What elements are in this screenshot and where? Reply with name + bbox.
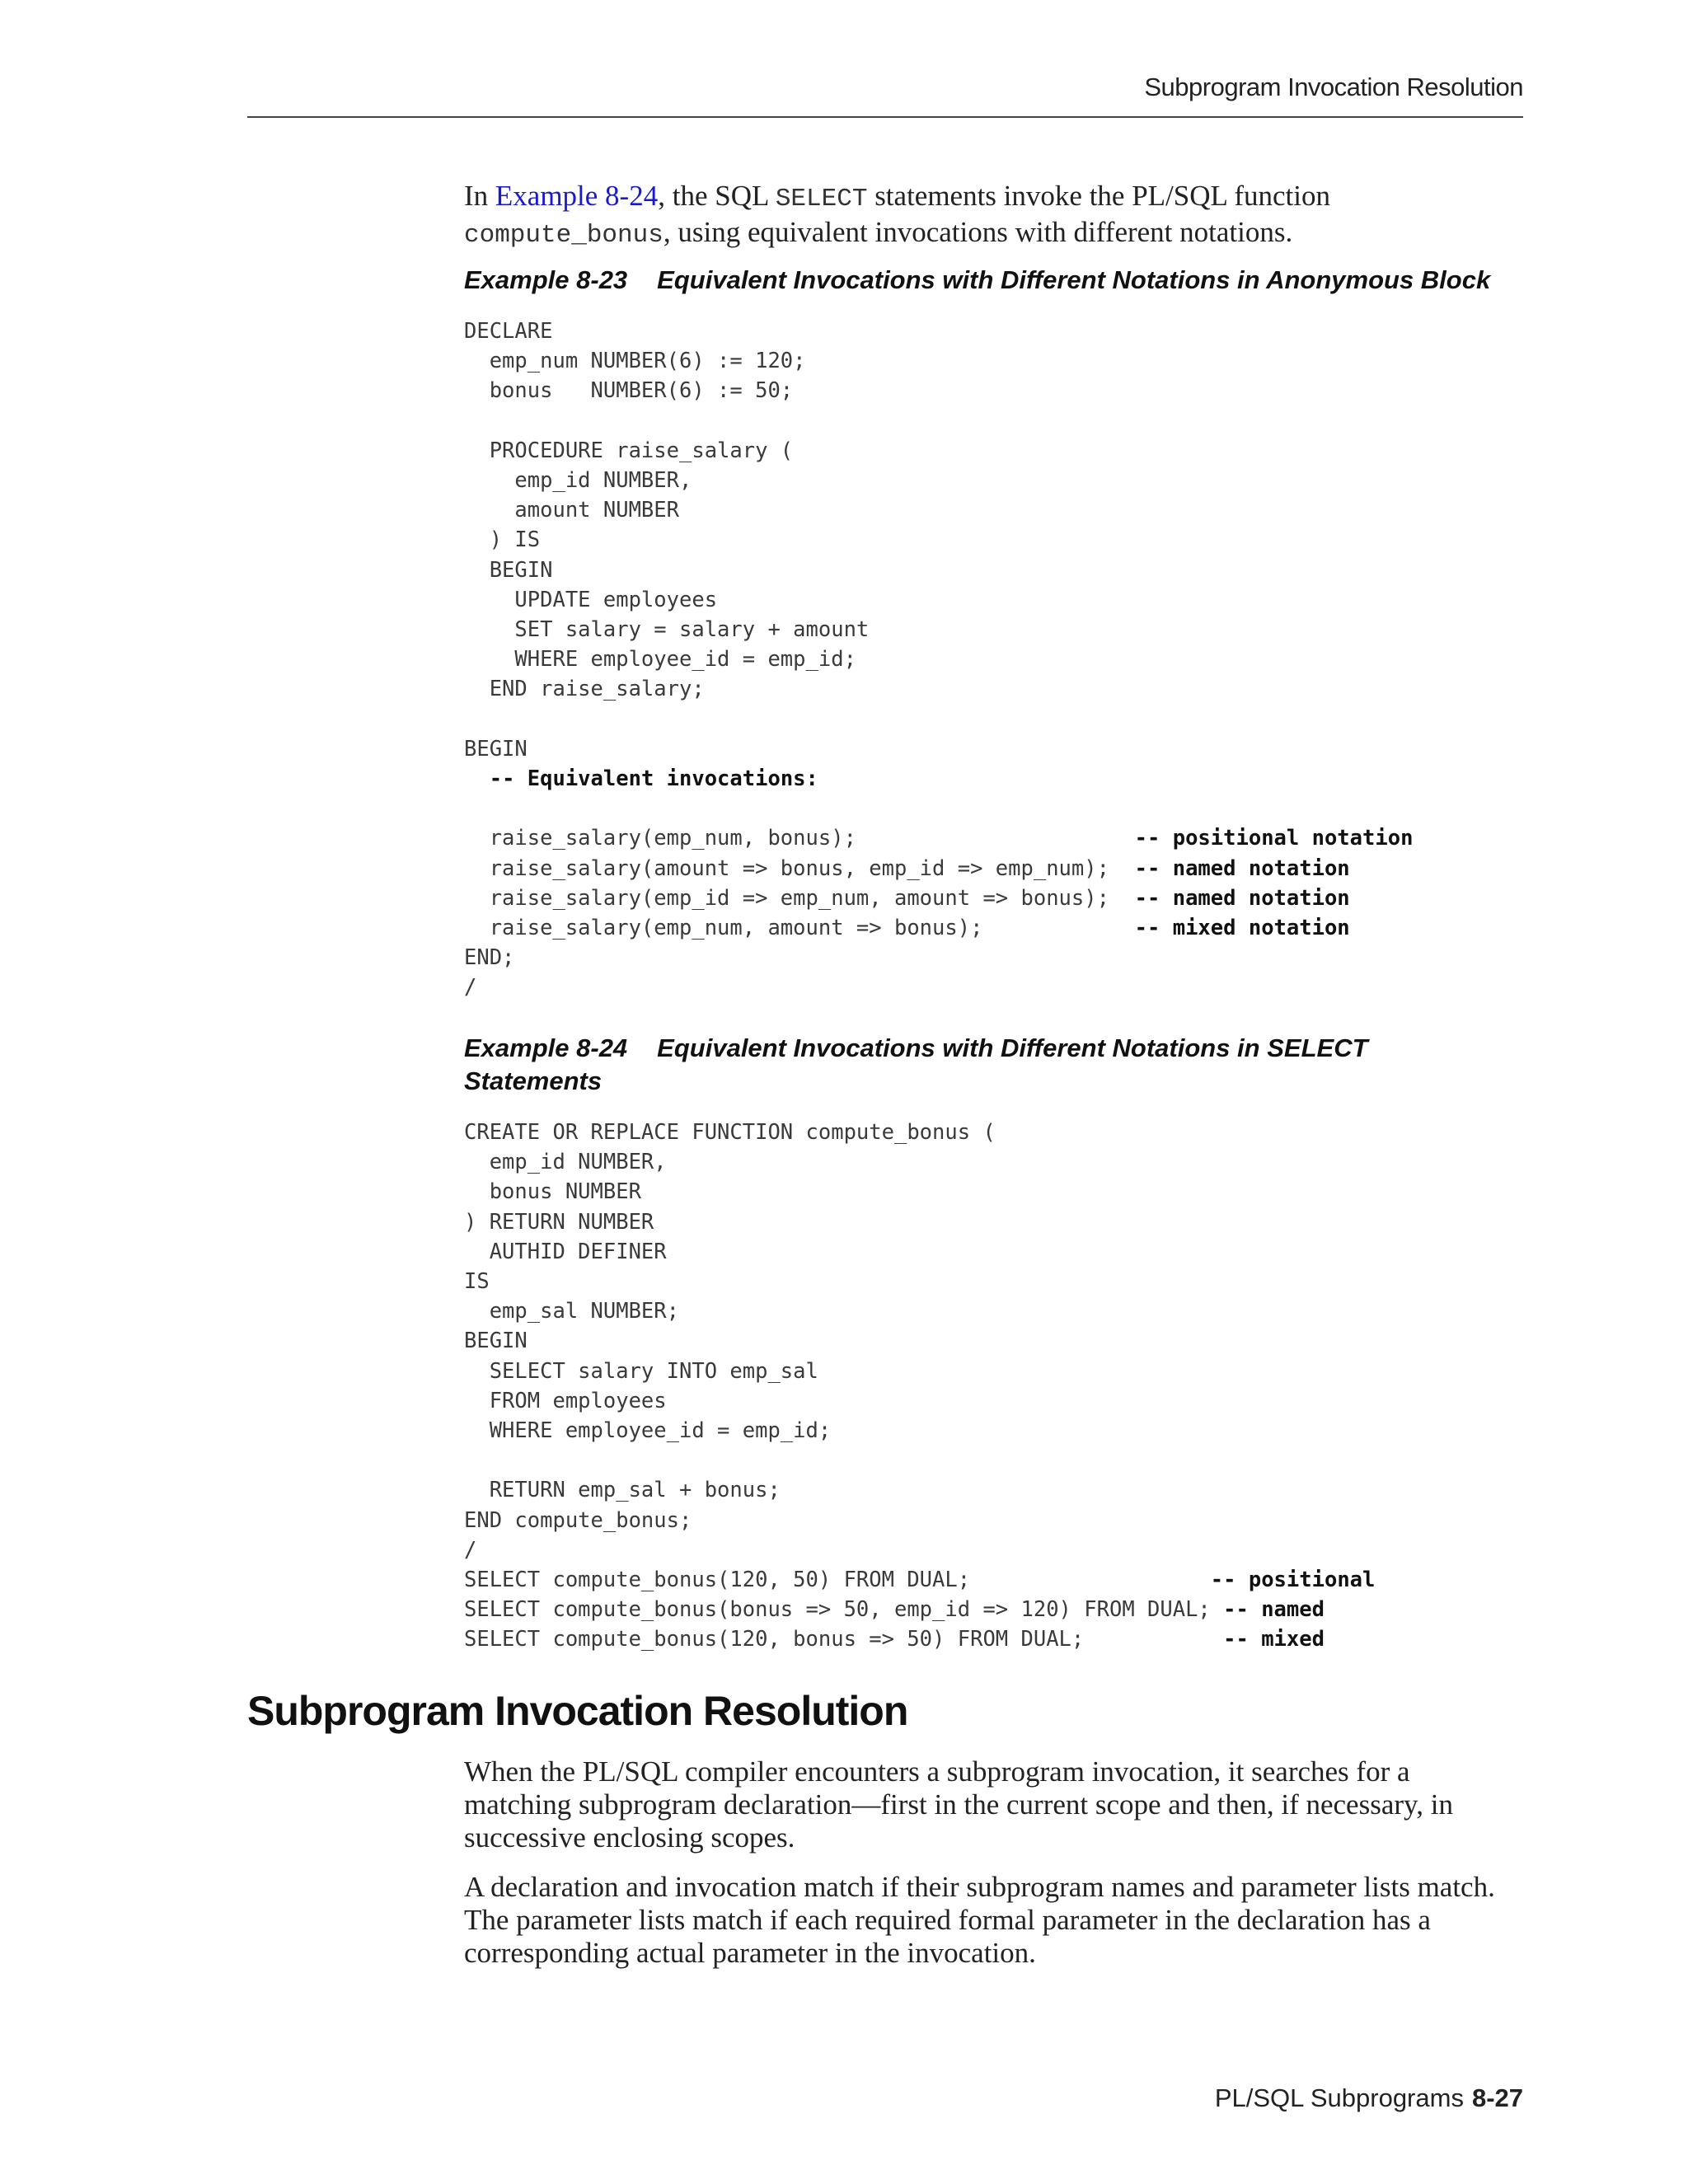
code-text: CREATE OR REPLACE FUNCTION compute_bonus ( xyxy=(464,1120,996,1145)
code-line xyxy=(464,1329,528,1353)
code-line xyxy=(464,1240,667,1264)
code-text: SET salary = salary + amount xyxy=(464,617,870,643)
code-line xyxy=(464,945,514,970)
code-line xyxy=(464,916,1350,940)
code-line xyxy=(464,1359,818,1384)
code-line xyxy=(464,1120,996,1145)
code-text: raise_salary(amount => bonus, emp_id => emp_num); xyxy=(464,855,1135,881)
code-line xyxy=(464,1418,831,1443)
example-8-23-number: Example 8-23 xyxy=(464,265,628,294)
code-text: BEGIN xyxy=(464,736,528,762)
intro-paragraph xyxy=(464,180,1523,252)
code-text: WHERE employee_id = emp_id; xyxy=(464,647,856,673)
example-8-23-caption: Equivalent Invocations with Different Notations in Anonymous Block xyxy=(657,265,1491,294)
code-line xyxy=(464,1538,476,1563)
code-line xyxy=(464,766,818,791)
code-line xyxy=(464,1299,679,1324)
example-8-24-number: Example 8-24 xyxy=(464,1033,628,1062)
code-text: amount NUMBER xyxy=(464,498,679,523)
code-text: emp_id NUMBER, xyxy=(464,468,692,494)
code-text: FROM employees xyxy=(464,1388,667,1413)
footer-page-number: 8-27 xyxy=(1471,2083,1523,2112)
code-text: DECLARE xyxy=(464,319,553,344)
code-line xyxy=(464,1597,1325,1622)
intro-text-4: , using equivalent invocations with different notations. xyxy=(663,216,1293,248)
code-line xyxy=(464,1179,641,1204)
example-8-23-title xyxy=(464,264,1536,297)
footer-chapter-title: PL/SQL Subprograms xyxy=(1214,2083,1464,2112)
intro-code-compute-bonus: compute_bonus xyxy=(464,221,663,250)
example-8-24-code xyxy=(464,1118,1375,1655)
example-8-23-code xyxy=(464,316,1413,1003)
code-text: END; xyxy=(464,945,515,971)
code-text: SELECT compute_bonus(120, bonus => 50) FROM DUAL; xyxy=(464,1627,1224,1652)
section-body xyxy=(464,1755,1523,1970)
code-line xyxy=(464,1210,654,1235)
code-text: raise_salary(emp_num, bonus); xyxy=(464,826,1135,851)
code-text: bonus NUMBER xyxy=(464,1179,641,1205)
code-line xyxy=(464,527,540,552)
code-text: WHERE employee_id = emp_id; xyxy=(464,1418,832,1444)
intro-text-1: In xyxy=(464,180,495,212)
code-comment: -- named xyxy=(1223,1597,1325,1623)
code-line xyxy=(464,438,793,463)
code-line xyxy=(464,558,552,583)
code-line xyxy=(464,677,705,701)
code-line xyxy=(464,1150,667,1174)
intro-code-select: SELECT xyxy=(775,185,868,213)
code-line xyxy=(464,856,1350,881)
code-text: emp_num NUMBER(6) := 120; xyxy=(464,349,806,374)
code-text: RETURN emp_sal + bonus; xyxy=(464,1478,781,1503)
code-text: bonus NUMBER(6) := 50; xyxy=(464,378,794,404)
example-8-24-caption-line-1: Equivalent Invocations with Different Notations in SELECT xyxy=(657,1033,1368,1062)
code-line xyxy=(464,1508,692,1533)
section-heading: Subprogram Invocation Resolution xyxy=(247,1688,908,1734)
example-8-24-caption-line-2: Statements xyxy=(464,1066,603,1095)
code-line xyxy=(464,826,1413,851)
code-line xyxy=(464,588,717,612)
code-text: END compute_bonus; xyxy=(464,1507,692,1533)
code-text: raise_salary(emp_num, amount => bonus); xyxy=(464,916,1135,941)
code-text: BEGIN xyxy=(464,557,553,583)
code-text: AUTHID DEFINER xyxy=(464,1239,667,1264)
code-text: emp_sal NUMBER; xyxy=(464,1299,679,1324)
code-text: END raise_salary; xyxy=(464,677,705,702)
code-line xyxy=(464,498,679,523)
code-text: SELECT compute_bonus(bonus => 50, emp_id => 120) FROM DUAL; xyxy=(464,1597,1224,1623)
code-comment: -- mixed xyxy=(1223,1627,1325,1652)
code-text: ) RETURN NUMBER xyxy=(464,1209,654,1235)
code-text: / xyxy=(464,1537,477,1563)
section-paragraph-2: A declaration and invocation match if their subprogram names and parameter lists match. The parameter lists match if each required formal parameter in the declaration has a corresponding actual parameter in the invocation. xyxy=(464,1871,1495,1969)
code-text: UPDATE employees xyxy=(464,587,718,612)
code-comment: -- named notation xyxy=(1134,855,1350,881)
code-line xyxy=(464,1389,667,1413)
header-rule xyxy=(247,116,1523,118)
code-line xyxy=(464,886,1350,911)
code-line xyxy=(464,319,552,344)
code-text: PROCEDURE raise_salary ( xyxy=(464,438,794,463)
code-line xyxy=(464,1478,781,1502)
intro-text-3: statements invoke the PL/SQL function xyxy=(867,180,1330,212)
example-8-24-title xyxy=(464,1032,1536,1098)
code-comment: -- mixed notation xyxy=(1134,916,1350,941)
code-comment: -- positional xyxy=(1210,1568,1376,1593)
code-comment: -- Equivalent invocations: xyxy=(489,766,818,792)
code-line xyxy=(464,737,528,762)
code-text: raise_salary(emp_id => emp_num, amount => bonus); xyxy=(464,885,1135,911)
intro-text-2: , the SQL xyxy=(658,180,776,212)
code-line xyxy=(464,647,856,672)
code-line xyxy=(464,1568,1375,1592)
code-text xyxy=(464,766,490,791)
code-line xyxy=(464,1269,490,1294)
page-footer xyxy=(989,2083,1523,2113)
example-8-24-link[interactable]: Example 8-24 xyxy=(495,180,659,212)
running-header-title: Subprogram Invocation Resolution xyxy=(1144,73,1523,101)
code-line xyxy=(464,468,692,493)
code-comment: -- positional notation xyxy=(1134,826,1414,851)
code-text: ) IS xyxy=(464,527,541,553)
code-text: SELECT salary INTO emp_sal xyxy=(464,1358,818,1384)
code-text: / xyxy=(464,975,477,1001)
code-text: emp_id NUMBER, xyxy=(464,1150,667,1175)
code-text: SELECT compute_bonus(120, 50) FROM DUAL; xyxy=(464,1568,1211,1593)
code-comment: -- named notation xyxy=(1134,885,1350,911)
code-line xyxy=(464,349,806,373)
code-line xyxy=(464,378,793,403)
section-paragraph-1: When the PL/SQL compiler encounters a subprogram invocation, it searches for a matching subprogram declaration—first in the current scope and then, if necessary, in successive enclosing scopes. xyxy=(464,1755,1453,1854)
code-line xyxy=(464,617,869,642)
code-text: IS xyxy=(464,1269,490,1295)
code-line xyxy=(464,975,476,1000)
code-line xyxy=(464,1627,1325,1652)
code-text: BEGIN xyxy=(464,1329,528,1354)
